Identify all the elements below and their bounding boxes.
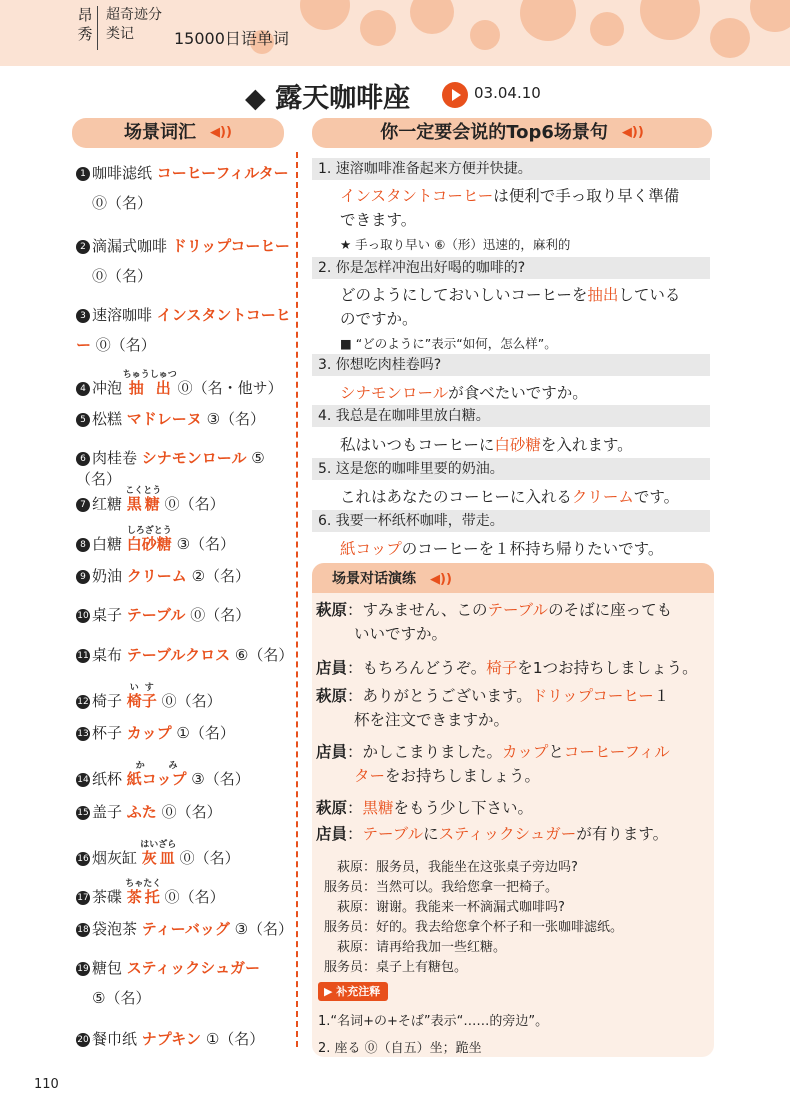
vocab-item [76, 447, 302, 489]
vocab-number: 19 [77, 964, 89, 974]
vocab-number: 13 [77, 729, 89, 739]
sentence-japanese: 私はいつもコーヒーに白砂糖を入れます。 [340, 436, 633, 454]
vocab-accent-pos: ⑤（名） [92, 989, 151, 1007]
speaker-name: 萩原 [316, 601, 348, 619]
vocab-accent-pos: ⑤（名） [76, 449, 265, 488]
vocab-accent-pos: ②（名） [186, 567, 251, 585]
vocab-accent-pos: ⓪（名） [156, 692, 222, 710]
supplement-label: ▶ 补充注释 [318, 982, 388, 1001]
vocab-item [76, 644, 302, 665]
vocab-item [76, 408, 302, 429]
vocab-accent-pos: ⓪（名） [185, 606, 251, 624]
sentence-question: 3. 你想吃肉桂卷吗? [312, 354, 710, 376]
vocab-chinese: 速溶咖啡 [92, 306, 157, 324]
vocab-chinese: 桌布 [92, 646, 127, 664]
brand-logo: 昂秀 [77, 6, 93, 43]
speaker-icon: ◀)) [210, 125, 232, 140]
vocab-item [76, 565, 302, 586]
vocab-japanese: 抽出ちゅうしゅつ [122, 370, 177, 397]
vocab-number: 5 [76, 413, 90, 427]
vocab-accent-pos: ①（名） [201, 1030, 265, 1048]
speaker-name: 店員 [316, 743, 348, 761]
supplement-note: 2. 座る ⓪（自五）坐；跪坐 [318, 1041, 482, 1056]
vocab-item [76, 526, 302, 554]
vocab-number: 17 [77, 893, 89, 903]
track-code: 03.04.10 [474, 84, 541, 102]
vocab-japanese: 灰皿はいざら [140, 840, 177, 867]
vocab-number: 15 [77, 808, 89, 818]
page-number: 110 [34, 1077, 59, 1092]
vocab-japanese: テーブルクロス [126, 646, 231, 664]
dialogue-line: 萩原：黒糖をもう少し下さい。 [316, 799, 534, 817]
vocab-accent-pos: ⑥（名） [230, 646, 294, 664]
speaker-name: 店員 [316, 659, 348, 677]
vocab-japanese: テーブル [126, 606, 186, 624]
vocab-chinese: 桌子 [92, 606, 127, 624]
vocab-accent-pos: ③（名） [201, 410, 266, 428]
translation-line: 服务员：桌子上有糖包。 [323, 960, 468, 975]
sentence-question: 5. 这是您的咖啡里要的奶油。 [312, 458, 710, 480]
vocab-chinese: 奶油 [92, 567, 127, 585]
vocab-number: 2 [76, 240, 90, 254]
translation-line: 服务员：当然可以。我给您拿一把椅子。 [323, 880, 559, 895]
dialogue-line: 萩原：ありがとうございます。ドリップコーヒー１ 杯を注文できますか。 [316, 687, 670, 729]
vocab-number: 3 [76, 309, 90, 323]
sentence-question: 6. 我要一杯纸杯咖啡，带走。 [312, 510, 710, 532]
sentence-note: ■ “どのように”表示“如何，怎么样”。 [340, 336, 557, 351]
vocab-number: 6 [76, 452, 90, 466]
vocab-accent-pos: ⓪（名） [159, 888, 225, 906]
sentence-question: 1. 速溶咖啡准备起来方便并快捷。 [312, 158, 710, 180]
vocab-number: 18 [77, 925, 89, 935]
supplement-note: 1.“名词+の+そば”表示“……的旁边”。 [318, 1014, 549, 1029]
top6-header: 你一定要会说的Top6场景句 ◀)) [312, 118, 712, 148]
vocab-japanese: コーヒーフィルター [156, 164, 289, 182]
vocab-item [76, 162, 302, 223]
vocab-chinese: 椅子 [92, 692, 127, 710]
speaker-name: 萩原 [316, 687, 348, 705]
speaker-name: 店員 [316, 825, 348, 843]
vocab-number: 11 [77, 651, 89, 661]
dialogue-line: 店員：もちろんどうぞ。椅子を1つお持ちしましょう。 [316, 659, 698, 677]
dialogue-line: 萩原：すみません、このテーブルのそばに座っても いいですか。 [316, 601, 673, 643]
vocab-accent-pos: ①（名） [171, 724, 235, 742]
vocab-chinese: 红糖 [92, 495, 127, 513]
vocab-chinese: 盖子 [92, 803, 127, 821]
vocab-number: 16 [77, 854, 89, 864]
vocab-japanese: 黒糖こくとう [125, 486, 162, 513]
vocab-japanese: 椅子いす [126, 683, 157, 710]
sentence-question: 4. 我总是在咖啡里放白糖。 [312, 405, 710, 427]
vocab-number: 20 [77, 1035, 89, 1045]
speaker-icon: ◀)) [621, 125, 644, 140]
sentence-question: 2. 你是怎样冲泡出好喝的咖啡的? [312, 257, 710, 279]
sentence-note: ★ 手っ取り早い ⑥（形）迅速的，麻利的 [340, 237, 571, 252]
vocab-number: 12 [77, 697, 89, 707]
vocab-chinese: 松糕 [92, 410, 127, 428]
vocab-item [76, 801, 302, 822]
sentence-japanese: シナモンロールが食べたいですか。 [340, 384, 588, 402]
header-divider [97, 6, 98, 50]
dialogue-header: 场景对话演练 ◀)) [332, 571, 452, 587]
vocab-japanese: カップ [126, 724, 172, 742]
vocab-chinese: 纸杯 [92, 770, 127, 788]
page-title: ◆ 露天咖啡座 [245, 83, 411, 114]
vocab-japanese: スティックシュガー [126, 959, 260, 977]
vocab-accent-pos: ⓪（名・他サ） [172, 379, 283, 397]
vocab-japanese: 茶托ちゃたく [125, 879, 162, 906]
vocab-chinese: 冲泡 [92, 379, 127, 397]
book-subject: 15000日语单词 [174, 29, 289, 48]
vocab-number: 7 [76, 498, 90, 512]
vocab-accent-pos: ⓪（名） [174, 849, 240, 867]
vocab-header: 场景词汇 ◀)) [72, 118, 284, 148]
sentence-japanese: これはあなたのコーヒーに入れるクリームです。 [340, 488, 680, 506]
vocab-item [76, 1028, 302, 1049]
sentence-japanese: 紙コップのコーヒーを１杯持ち帰りたいです。 [340, 540, 664, 558]
series-name: 超奇迹分类记 [106, 7, 162, 42]
vocab-chinese: 烟灰缸 [92, 849, 142, 867]
vocab-item [76, 300, 302, 360]
vocab-item [76, 370, 302, 398]
vocab-accent-pos: ③（名） [229, 920, 294, 938]
vocab-japanese: マドレーヌ [126, 410, 202, 428]
vocab-japanese: クリーム [126, 567, 187, 585]
vocab-item [76, 918, 302, 939]
vocab-number: 10 [77, 611, 89, 621]
vocab-japanese: ドリップコーヒー [171, 237, 290, 255]
vocab-japanese: ふた [126, 803, 157, 821]
vocab-chinese: 餐巾纸 [92, 1030, 142, 1048]
vocab-chinese: 糖包 [92, 959, 127, 977]
speaker-icon: ◀)) [430, 571, 452, 587]
vocab-chinese: 咖啡滤纸 [92, 164, 157, 182]
vocab-item [76, 722, 302, 743]
vocab-item [76, 235, 302, 296]
vocab-japanese: ナプキン [141, 1030, 202, 1048]
vocab-japanese: 紙コップかみ [126, 761, 187, 788]
vocab-item [76, 486, 302, 514]
vocab-chinese: 白糖 [92, 535, 127, 553]
translation-line: 萩原：谢谢。我能来一杯滴漏式咖啡吗? [336, 900, 565, 915]
audio-play-icon[interactable] [442, 82, 468, 108]
vocab-japanese: 白砂糖しろざとう [126, 526, 172, 553]
vocab-chinese: 杯子 [92, 724, 127, 742]
translation-line: 萩原：服务员，我能坐在这张桌子旁边吗? [336, 860, 578, 875]
vocab-number: 9 [76, 570, 90, 584]
vocab-accent-pos: ⓪（名） [92, 194, 153, 212]
vocab-accent-pos: ⓪（名） [92, 267, 153, 285]
speaker-name: 萩原 [316, 799, 348, 817]
vocab-accent-pos: ③（名） [186, 770, 250, 788]
translation-line: 萩原：请再给我加一些红糖。 [336, 940, 507, 955]
vocab-item [76, 879, 302, 907]
vocab-item [76, 957, 302, 1018]
vocab-accent-pos: ③（名） [171, 535, 236, 553]
sentence-japanese: インスタントコーヒーは便利で手っ取り早く準備 できます。 [340, 187, 680, 229]
vocab-accent-pos: ⓪（名） [159, 495, 225, 513]
vocab-chinese: 肉桂卷 [92, 449, 142, 467]
vocab-number: 8 [76, 538, 90, 552]
vocab-accent-pos: ⓪（名） [156, 803, 222, 821]
vocab-japanese: インスタントコーヒー [76, 306, 291, 354]
vocab-item [76, 604, 302, 625]
dialogue-line: 店員：テーブルにスティックシュガーが有ります。 [316, 825, 669, 843]
vocab-chinese: 袋泡茶 [92, 920, 142, 938]
vocab-item [76, 840, 302, 868]
vocab-item [76, 683, 302, 711]
vocab-number: 14 [77, 775, 89, 785]
vocab-chinese: 滴漏式咖啡 [92, 237, 172, 255]
vocab-chinese: 茶碟 [92, 888, 127, 906]
vocab-number: 1 [76, 167, 90, 181]
vocab-accent-pos: ⓪（名） [91, 336, 156, 354]
vocab-japanese: ティーバッグ [141, 920, 230, 938]
vocab-number: 4 [76, 382, 90, 396]
dialogue-line: 店員：かしこまりました。カップとコーヒーフィル ターをお持ちしましょう。 [316, 743, 670, 785]
translation-line: 服务员：好的。我去给您拿个杯子和一张咖啡滤纸。 [323, 920, 624, 935]
vocab-japanese: シナモンロール [141, 449, 247, 467]
sentence-japanese: どのようにしておいしいコーヒーを抽出している のですか。 [340, 286, 681, 328]
vocab-item [76, 761, 302, 789]
